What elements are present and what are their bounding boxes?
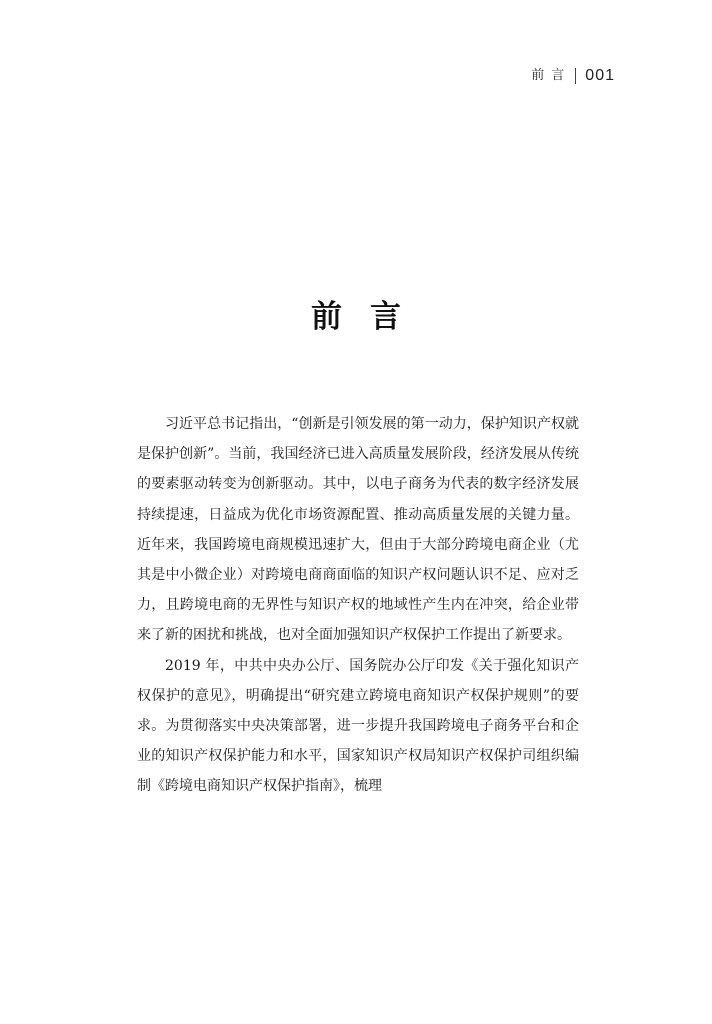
header-divider bbox=[575, 68, 576, 84]
running-header bbox=[531, 66, 615, 86]
paragraph-2: 2019 年，中共中央办公厅、国务院办公厅印发《关于强化知识产权保护的意见》，明确提出“研究建立跨境电商知识产权保护规则”的要求。为贯彻落实中央决策部署，进一步提升我国跨境电子商务平台和企业的知识产权保护能力和水平，国家知识产权局知识产权保护司组织编制《跨境电商知识产权保护指南》，梳理 bbox=[137, 657, 579, 795]
body-text bbox=[137, 409, 579, 802]
chapter-title: 前言 bbox=[311, 298, 429, 335]
paragraph-1: 习近平总书记指出，“创新是引领发展的第一动力，保护知识产权就是保护创新”。当前，我国经济已进入高质量发展阶段，经济发展从传统的要素驱动转变为创新驱动。其中，以电子商务为代表的数字经济发展持续提速，日益成为优化市场资源配置、推动高质量发展的关键力量。近年来，我国跨境电商规模迅速扩大，但由于大部分跨境电商企业（尤其是中小微企业）对跨境电商商面临的知识产权问题认识不足、应对乏力，且跨境电商的无界性与知识产权的地域性产生内在冲突，给企业带来了新的困扰和挑战，也对全面加强知识产权保护工作提出了新要求。 bbox=[137, 416, 579, 644]
running-header-section: 前言 bbox=[531, 68, 572, 83]
page-number: 001 bbox=[585, 67, 615, 84]
